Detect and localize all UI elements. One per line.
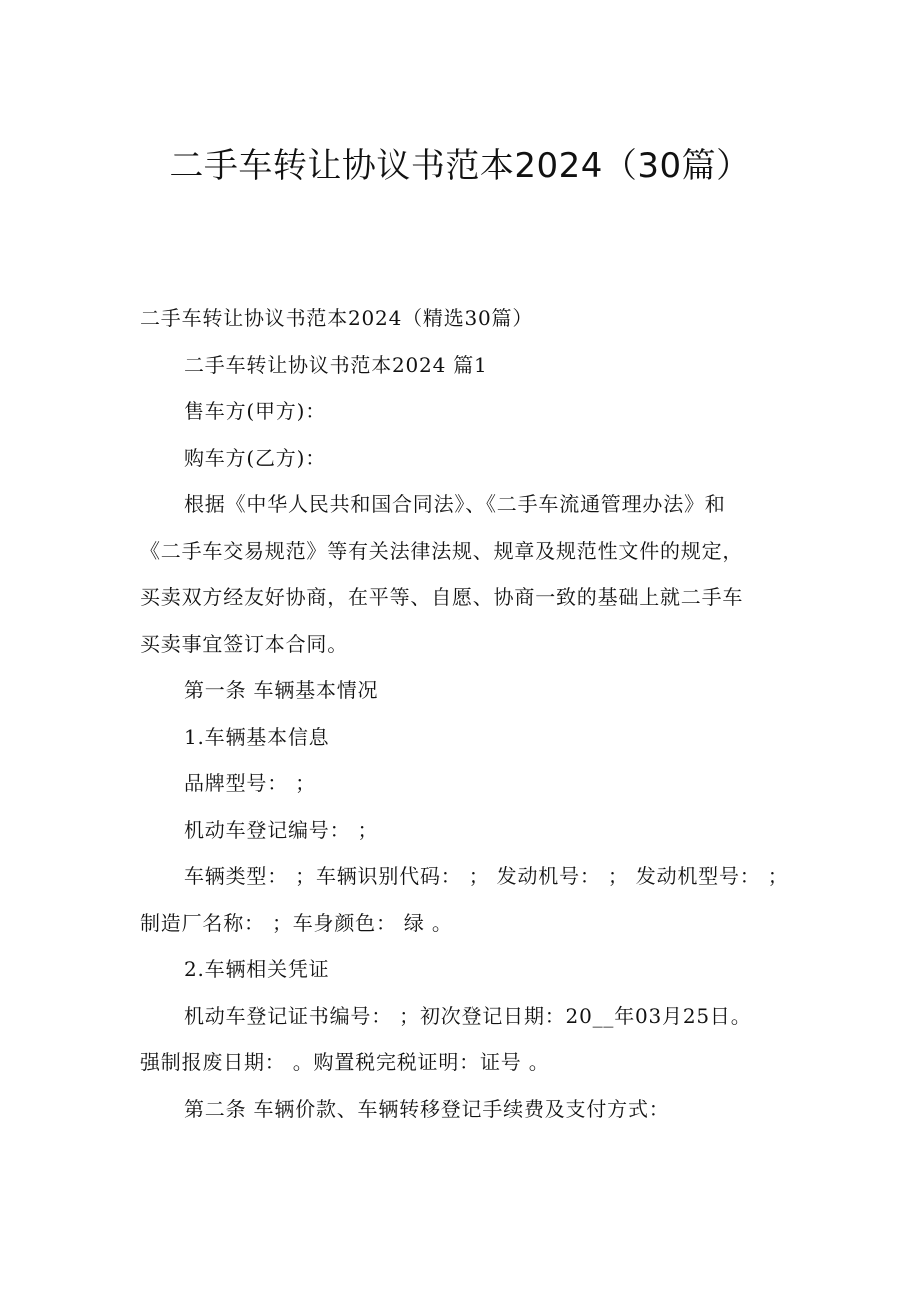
intro-line-3: 买卖双方经友好协商，在平等、自愿、协商一致的基础上就二手车 [140,585,744,609]
vehicle-line-2: 制造厂名称： ；车身颜色： 绿 。 [140,910,453,935]
buyer-label: 购车方(乙方)： [184,445,327,470]
document-title: 二手车转让协议书范本2024（30篇） [169,146,751,186]
seller-label: 售车方(甲方)： [184,399,327,423]
article-2-heading: 第二条 车辆价款、车辆转移登记手续费及支付方式： [184,1096,670,1121]
item-1-heading: 1.车辆基本信息 [184,724,330,749]
vehicle-line-1: 车辆类型： ；车辆识别代码： ； 发动机号： ； 发动机型号： ； [184,864,789,888]
article-1-heading: 第一条 车辆基本情况 [184,678,379,702]
certificate-line-2: 强制报废日期： 。购置税完税证明：证号 。 [140,1050,550,1074]
intro-line-4: 买卖事宜签订本合同。 [140,631,348,656]
item-2-heading: 2.车辆相关凭证 [184,957,330,981]
brand-field: 品牌型号： ； [184,771,316,795]
intro-line-1: 根据《中华人民共和国合同法》、《二手车流通管理办法》和 [184,492,726,516]
certificate-line-1: 机动车登记证书编号： ；初次登记日期：20__年03月25日。 [184,1003,752,1028]
registration-number-field: 机动车登记编号： ； [184,817,379,842]
document-body [140,295,789,1132]
intro-line-2: 《二手车交易规范》等有关法律法规、规章及规范性文件的规定， [140,538,744,563]
section-heading: 二手车转让协议书范本2024 篇1 [184,352,488,377]
subtitle: 二手车转让协议书范本2024（精选30篇） [140,306,534,330]
